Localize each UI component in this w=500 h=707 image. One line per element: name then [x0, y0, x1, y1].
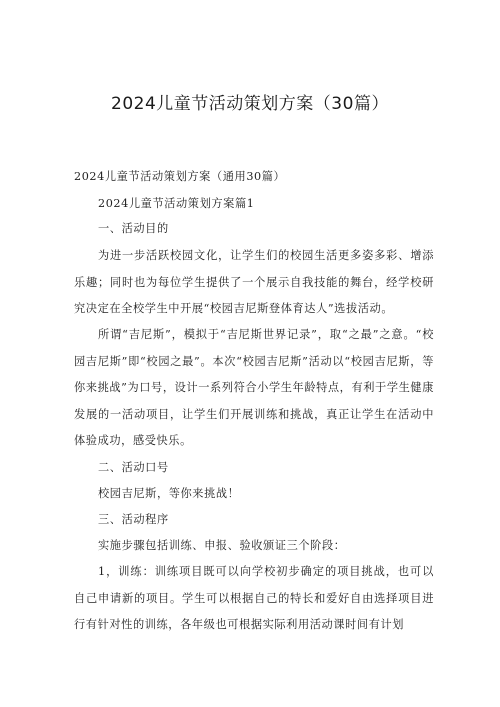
document-subtitle: 2024儿童节活动策划方案（通用30篇） — [74, 170, 286, 183]
document-title: 2024儿童节活动策划方案（30篇） — [111, 94, 389, 114]
paragraph-purpose: 为进一步活跃校园文化，让学生们的校园生活更多姿多彩、增添乐趣；同时也为每位学生提供了一个展示自我技能的舞台，经学校研究决定在全校学生中开展“校园吉尼斯登体育达人”选拔活动。 — [74, 249, 434, 315]
section-title: 2024儿童节活动策划方案篇1 — [98, 197, 255, 210]
paragraph-training: 1，训练：训练项目既可以向学校初步确定的项目挑战，也可以自己申请新的项目。学生可以根据自己的特长和爱好自由选择项目进行有针对性的训练，各年级也可根据实际利用活动课时间有计划 — [74, 565, 434, 631]
heading-activity-purpose: 一、活动目的 — [98, 222, 169, 235]
heading-activity-procedure: 三、活动程序 — [98, 513, 169, 526]
paragraph-steps: 实施步骤包括训练、申报、验收颁证三个阶段： — [98, 539, 346, 552]
paragraph-slogan: 校园吉尼斯，等你来挑战！ — [98, 487, 240, 500]
paragraph-guinness-definition: 所谓“吉尼斯”，模拟于“吉尼斯世界记录”，取“之最”之意。“校园吉尼斯”即“校园之最”。本次“校园吉尼斯”活动以“校园吉尼斯，等你来挑战”为口号，设计一系列符合小学生年龄特点，有利于学生健康发展的一活动项目，让学生们开展训练和挑战，真正让学生在活动中体验成功，感受快乐。 — [74, 328, 434, 447]
heading-activity-slogan: 二、活动口号 — [98, 461, 169, 474]
